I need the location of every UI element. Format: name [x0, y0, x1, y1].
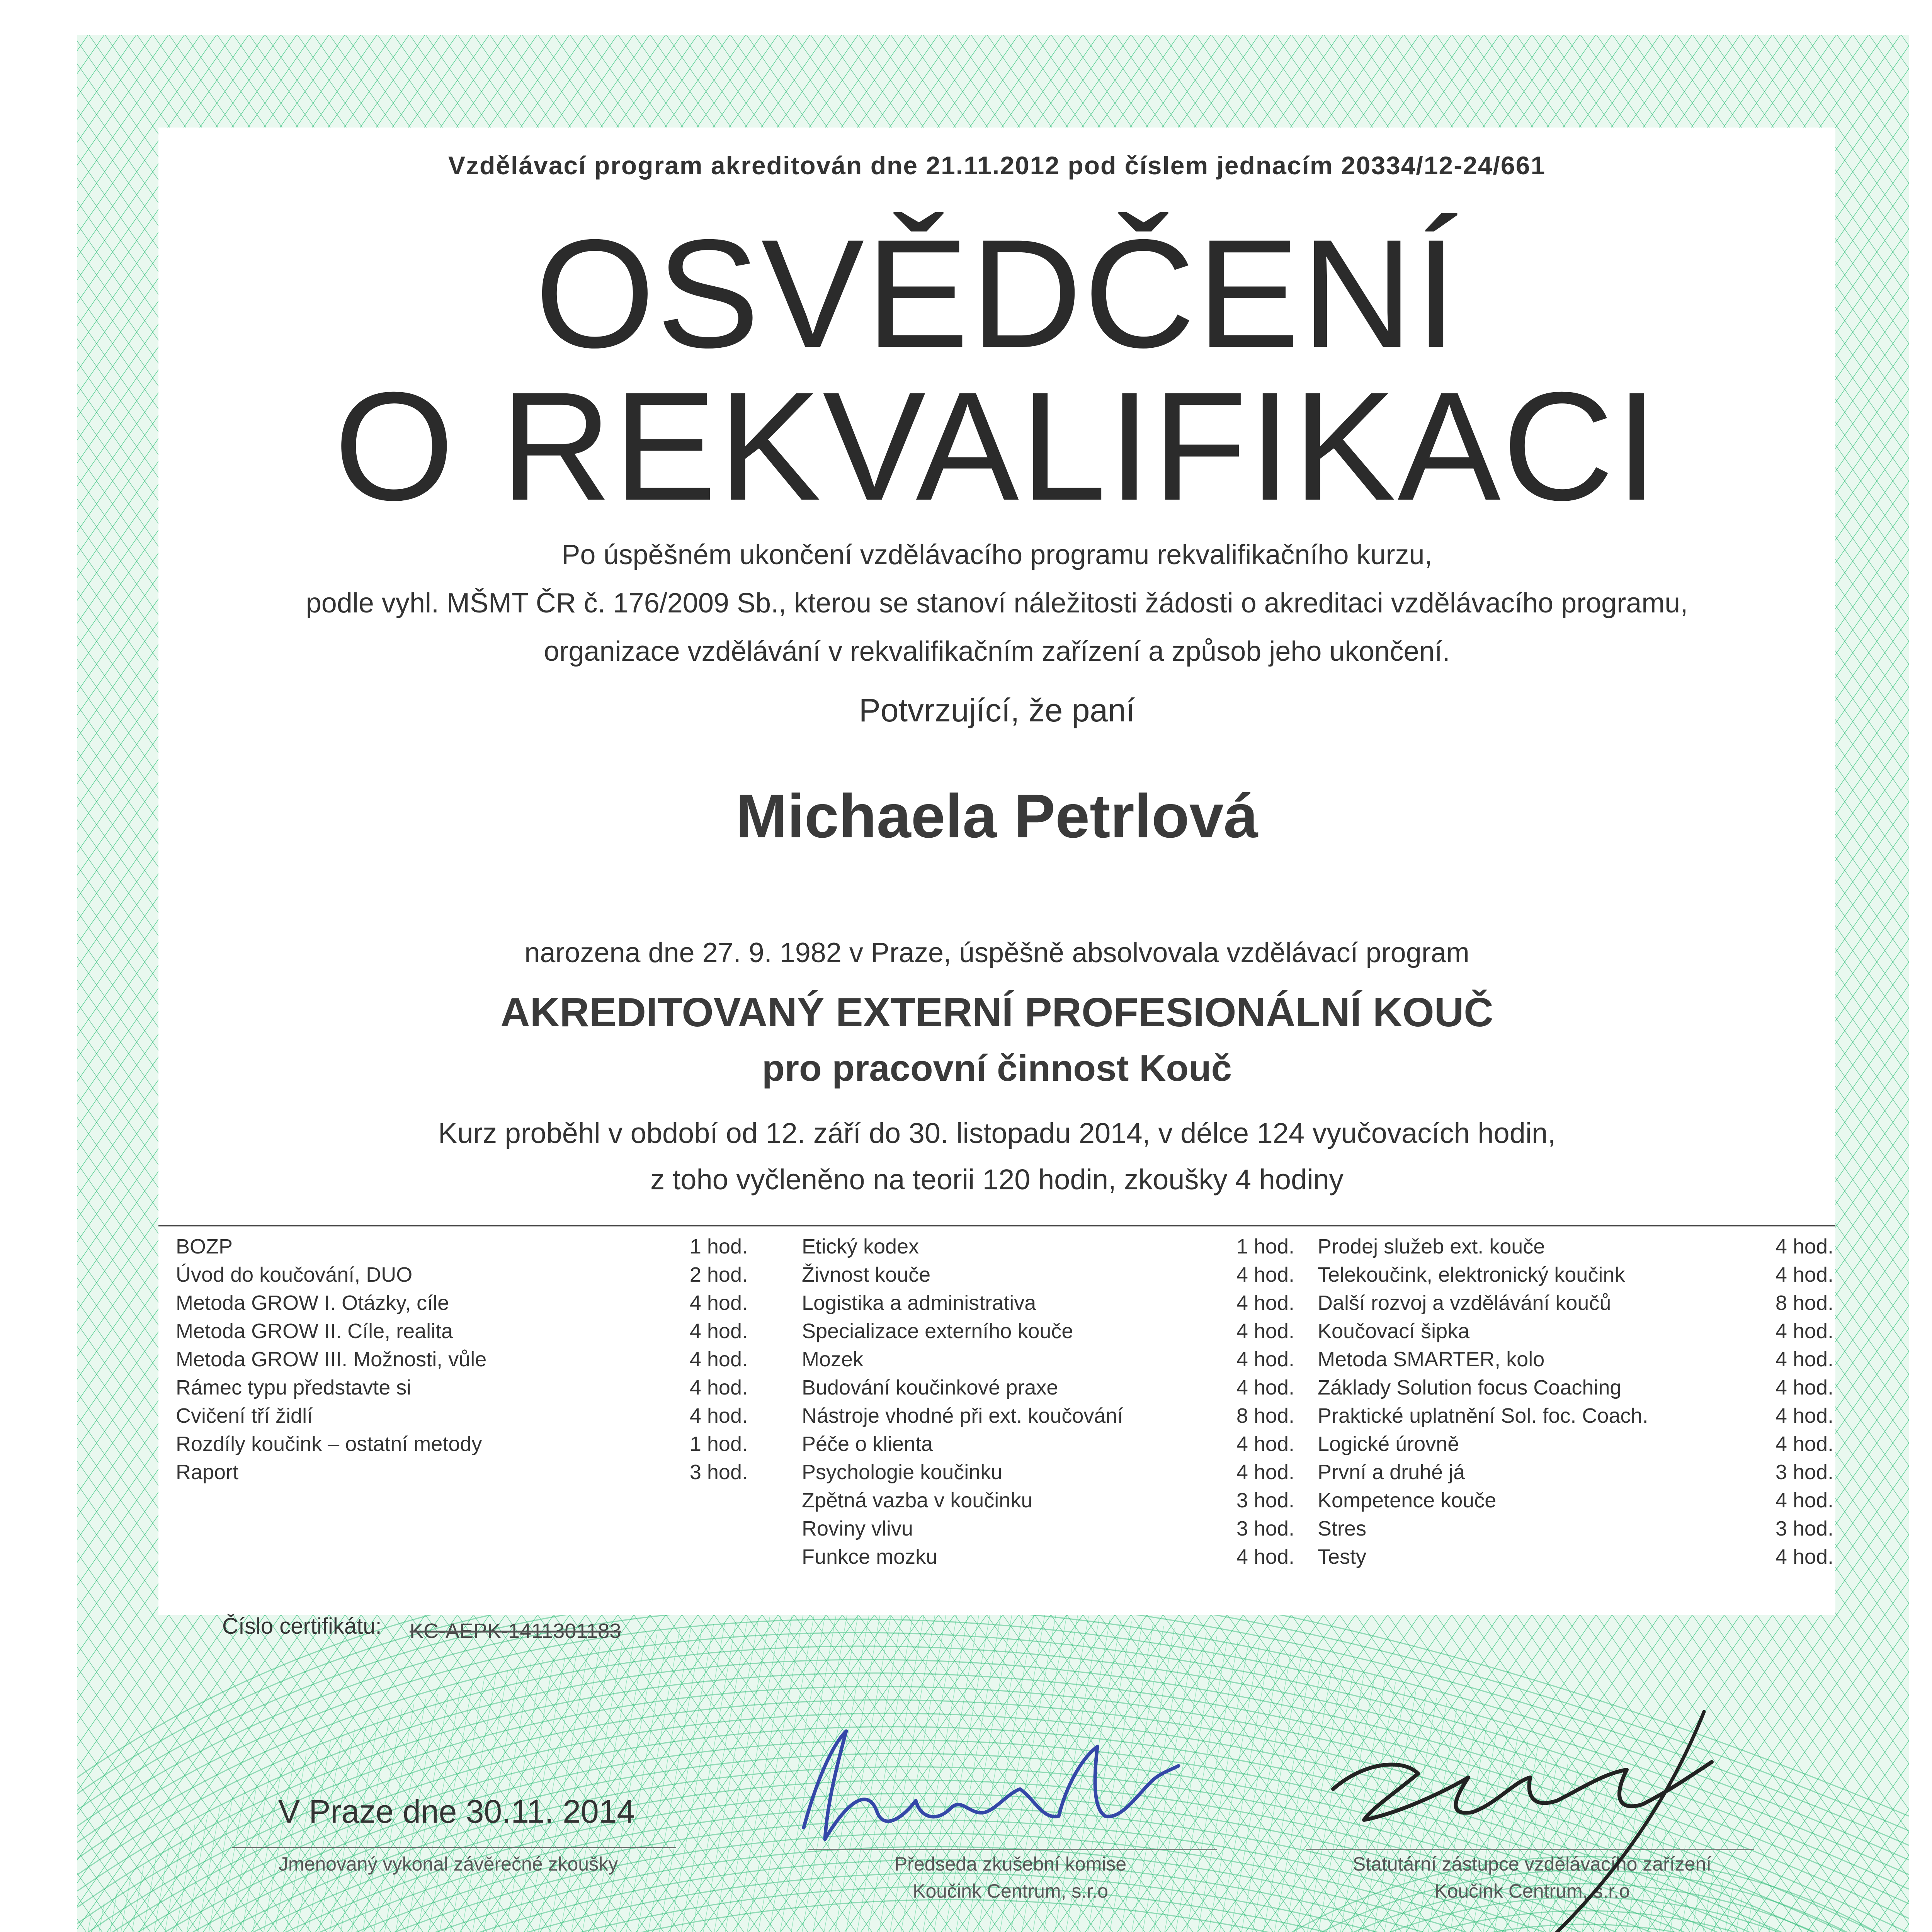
module-row: [1318, 1488, 1833, 1517]
module-hours: 4 hod.: [1236, 1376, 1294, 1399]
module-hours: 3 hod.: [689, 1461, 748, 1484]
module-name: Nástroje vhodné při ext. koučování: [802, 1404, 1123, 1427]
module-name: Mozek: [802, 1348, 864, 1371]
module-row: [1318, 1545, 1833, 1573]
certificate-number: KC-AEPK-1411301183: [410, 1619, 621, 1643]
module-row: [802, 1376, 1294, 1404]
module-name: Zpětná vazba v koučinku: [802, 1489, 1033, 1512]
place-date-line: [232, 1847, 676, 1848]
module-hours: 4 hod.: [1775, 1545, 1833, 1568]
certificate-number-label: Číslo certifikátu:: [222, 1614, 382, 1639]
module-row: [1318, 1319, 1833, 1347]
module-hours: 4 hod.: [1236, 1291, 1294, 1315]
module-name: Metoda GROW II. Cíle, realita: [176, 1320, 453, 1343]
module-hours: 4 hod.: [1775, 1263, 1833, 1286]
module-name: Budování koučinkové praxe: [802, 1376, 1058, 1399]
module-row: [802, 1545, 1294, 1573]
statutory-signature: [1287, 1662, 1750, 1932]
module-name: Testy: [1318, 1545, 1367, 1568]
module-row: [802, 1263, 1294, 1291]
module-name: Metoda GROW III. Možnosti, vůle: [176, 1348, 487, 1371]
module-name: Metoda SMARTER, kolo: [1318, 1348, 1545, 1371]
module-name: Rámec typu představte si: [176, 1376, 412, 1399]
module-name: Kompetence kouče: [1318, 1489, 1497, 1512]
module-hours: 1 hod.: [1236, 1235, 1294, 1258]
module-name: Roviny vlivu: [802, 1517, 913, 1540]
place-and-date: V Praze dne 30.11. 2014: [278, 1793, 635, 1830]
module-name: Živnost kouče: [802, 1263, 931, 1286]
module-row: [802, 1460, 1294, 1488]
module-name: Stres: [1318, 1517, 1367, 1540]
module-hours: 3 hod.: [1236, 1489, 1294, 1512]
module-row: [802, 1517, 1294, 1545]
module-row: [176, 1432, 748, 1460]
module-name: Raport: [176, 1461, 239, 1484]
module-hours: 4 hod.: [689, 1291, 748, 1315]
module-row: [176, 1319, 748, 1347]
title-line-1: OSVĚDČENÍ: [534, 207, 1459, 380]
module-name: Praktické uplatnění Sol. foc. Coach.: [1318, 1404, 1648, 1427]
module-hours: 4 hod.: [1775, 1320, 1833, 1343]
module-row: [1318, 1235, 1833, 1263]
module-hours: 3 hod.: [1236, 1517, 1294, 1540]
module-hours: 3 hod.: [1775, 1461, 1833, 1484]
module-row: [176, 1291, 748, 1319]
module-hours: 8 hod.: [1775, 1291, 1833, 1315]
module-name: Úvod do koučování, DUO: [176, 1263, 413, 1286]
module-hours: 4 hod.: [1236, 1320, 1294, 1343]
module-hours: 4 hod.: [1775, 1404, 1833, 1427]
module-row: [1318, 1376, 1833, 1404]
module-name: Cvičení tří židlí: [176, 1404, 313, 1427]
module-row: [802, 1432, 1294, 1460]
module-name: První a druhé já: [1318, 1461, 1465, 1484]
course-info-line-2: z toho vyčleněno na teorii 120 hodin, zkoušky 4 hodiny: [650, 1163, 1344, 1196]
holder-name: Michaela Petrlová: [736, 781, 1258, 850]
module-name: Logistika a administrativa: [802, 1291, 1036, 1315]
intro-line-2: podle vyhl. MŠMT ČR č. 176/2009 Sb., kterou se stanoví náležitosti žádosti o akreditaci vzdělávacího programu,: [306, 588, 1688, 619]
module-name: Základy Solution focus Coaching: [1318, 1376, 1622, 1399]
examiner-caption: Jmenovaný vykonal závěrečné zkoušky: [278, 1853, 618, 1875]
module-row: [1318, 1263, 1833, 1291]
intro-line-3: organizace vzdělávání v rekvalifikačním zařízení a způsob jeho ukončení.: [544, 636, 1450, 667]
title-line-2: O REKVALIFIKACI: [334, 360, 1660, 532]
module-row: [1318, 1432, 1833, 1460]
module-hours: 4 hod.: [689, 1404, 748, 1427]
statutory-organization: Koučink Centrum, s.r.o: [1434, 1880, 1630, 1902]
module-hours: 2 hod.: [689, 1263, 748, 1286]
chair-signature: [788, 1700, 1194, 1870]
module-hours: 4 hod.: [1775, 1235, 1833, 1258]
module-name: BOZP: [176, 1235, 233, 1258]
module-hours: 4 hod.: [1236, 1461, 1294, 1484]
module-column-2: [802, 1235, 1294, 1573]
module-hours: 3 hod.: [1775, 1517, 1833, 1540]
program-title: AKREDITOVANÝ EXTERNÍ PROFESIONÁLNÍ KOUČ: [500, 990, 1493, 1035]
chair-organization: Koučink Centrum, s.r.o: [913, 1880, 1108, 1902]
chair-caption: Předseda zkušební komise: [894, 1853, 1127, 1875]
module-hours: 4 hod.: [1236, 1263, 1294, 1286]
module-hours: 4 hod.: [1775, 1348, 1833, 1371]
module-hours: 4 hod.: [1236, 1432, 1294, 1456]
module-hours: 1 hod.: [689, 1235, 748, 1258]
module-row: [1318, 1291, 1833, 1319]
module-name: Metoda GROW I. Otázky, cíle: [176, 1291, 449, 1315]
module-name: Logické úrovně: [1318, 1432, 1459, 1456]
module-hours: 4 hod.: [1236, 1545, 1294, 1568]
module-row: [802, 1291, 1294, 1319]
module-row: [176, 1263, 748, 1291]
module-hours: 4 hod.: [689, 1320, 748, 1343]
module-row: [1318, 1347, 1833, 1376]
module-hours: 4 hod.: [1775, 1376, 1833, 1399]
module-row: [176, 1460, 748, 1488]
module-row: [1318, 1460, 1833, 1488]
program-subtitle: pro pracovní činnost Kouč: [762, 1048, 1232, 1089]
module-name: Psychologie koučinku: [802, 1461, 1003, 1484]
module-hours: 4 hod.: [689, 1376, 748, 1399]
module-hours: 4 hod.: [1236, 1348, 1294, 1371]
module-hours: 8 hod.: [1236, 1404, 1294, 1427]
table-divider: [158, 1225, 1835, 1226]
module-row: [176, 1235, 748, 1263]
module-name: Rozdíly koučink – ostatní metody: [176, 1432, 482, 1456]
module-hours: 4 hod.: [689, 1348, 748, 1371]
module-name: Prodej služeb ext. kouče: [1318, 1235, 1545, 1258]
module-row: [802, 1347, 1294, 1376]
module-row: [1318, 1404, 1833, 1432]
module-row: [176, 1376, 748, 1404]
intro-line-1: Po úspěšném ukončení vzdělávacího programu rekvalifikačního kurzu,: [561, 539, 1432, 570]
module-name: Specializace externího kouče: [802, 1320, 1073, 1343]
module-row: [802, 1235, 1294, 1263]
module-name: Funkce mozku: [802, 1545, 938, 1568]
module-hours: 4 hod.: [1775, 1489, 1833, 1512]
module-hours: 1 hod.: [689, 1432, 748, 1456]
course-info-line-1: Kurz proběhl v období od 12. září do 30. listopadu 2014, v délce 124 vyučovacích hodin,: [438, 1117, 1556, 1149]
accreditation-line: Vzdělávací program akreditován dne 21.11.2012 pod číslem jednacím 20334/12-24/661: [448, 151, 1546, 180]
module-row: [802, 1488, 1294, 1517]
confirmation-text: Potvrzující, že paní: [859, 692, 1135, 728]
module-name: Další rozvoj a vzdělávání koučů: [1318, 1291, 1611, 1315]
birth-line: narozena dne 27. 9. 1982 v Praze, úspěšně absolvovala vzdělávací program: [524, 937, 1469, 968]
module-row: [1318, 1517, 1833, 1545]
module-name: Telekoučink, elektronický koučink: [1318, 1263, 1625, 1286]
module-row: [176, 1404, 748, 1432]
module-row: [176, 1347, 748, 1376]
module-name: Péče o klienta: [802, 1432, 933, 1456]
module-column-3: [1318, 1235, 1833, 1573]
module-name: Koučovací šipka: [1318, 1320, 1470, 1343]
module-row: [802, 1319, 1294, 1347]
statutory-caption: Statutární zástupce vzdělávacího zařízení: [1352, 1853, 1712, 1875]
module-hours: 4 hod.: [1775, 1432, 1833, 1456]
module-row: [802, 1404, 1294, 1432]
module-column-1: [176, 1235, 748, 1488]
module-name: Etický kodex: [802, 1235, 919, 1258]
